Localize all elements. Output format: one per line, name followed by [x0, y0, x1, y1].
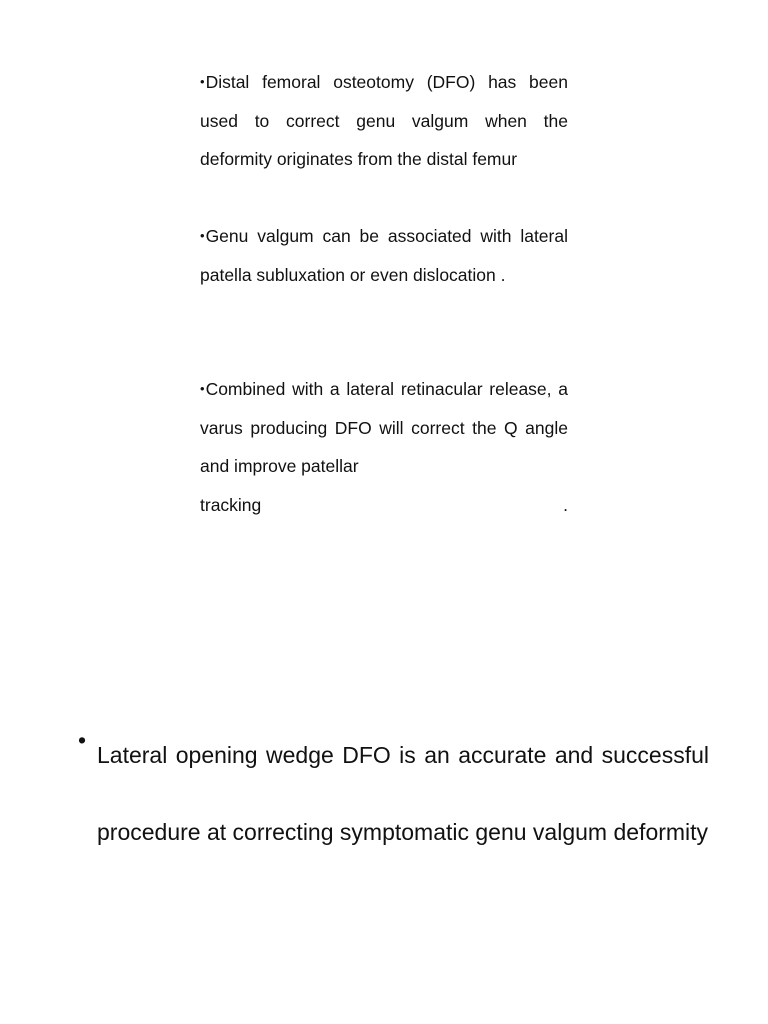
bullet-icon: • [200, 74, 205, 89]
bullet-icon: • [200, 228, 205, 243]
bullet-paragraph-2 [200, 217, 568, 294]
bullet-icon: • [200, 381, 205, 396]
main-bullet-text: Lateral opening wedge DFO is an accurate and successful procedure at correcting symptomatic genu valgum deformity [97, 742, 709, 845]
bullet-paragraph-3 [200, 370, 568, 524]
bullet-text-3-last-line [200, 486, 568, 525]
main-bullet-paragraph [97, 717, 709, 871]
bullet-text-3-last-word: tracking [200, 494, 262, 515]
bullet-text-3: Combined with a lateral retinacular release, a varus producing DFO will correct the Q angle and improve patellar [200, 379, 568, 476]
main-bullet-icon: • [78, 727, 87, 753]
bullet-text-2: Genu valgum can be associated with lateral patella subluxation or even dislocation . [200, 226, 568, 285]
bullet-paragraph-1 [200, 63, 568, 179]
bullet-text-3-trailing: . [563, 494, 568, 515]
bullet-text-1: Distal femoral osteotomy (DFO) has been used to correct genu valgum when the deformity originates from the distal femur [200, 72, 568, 169]
